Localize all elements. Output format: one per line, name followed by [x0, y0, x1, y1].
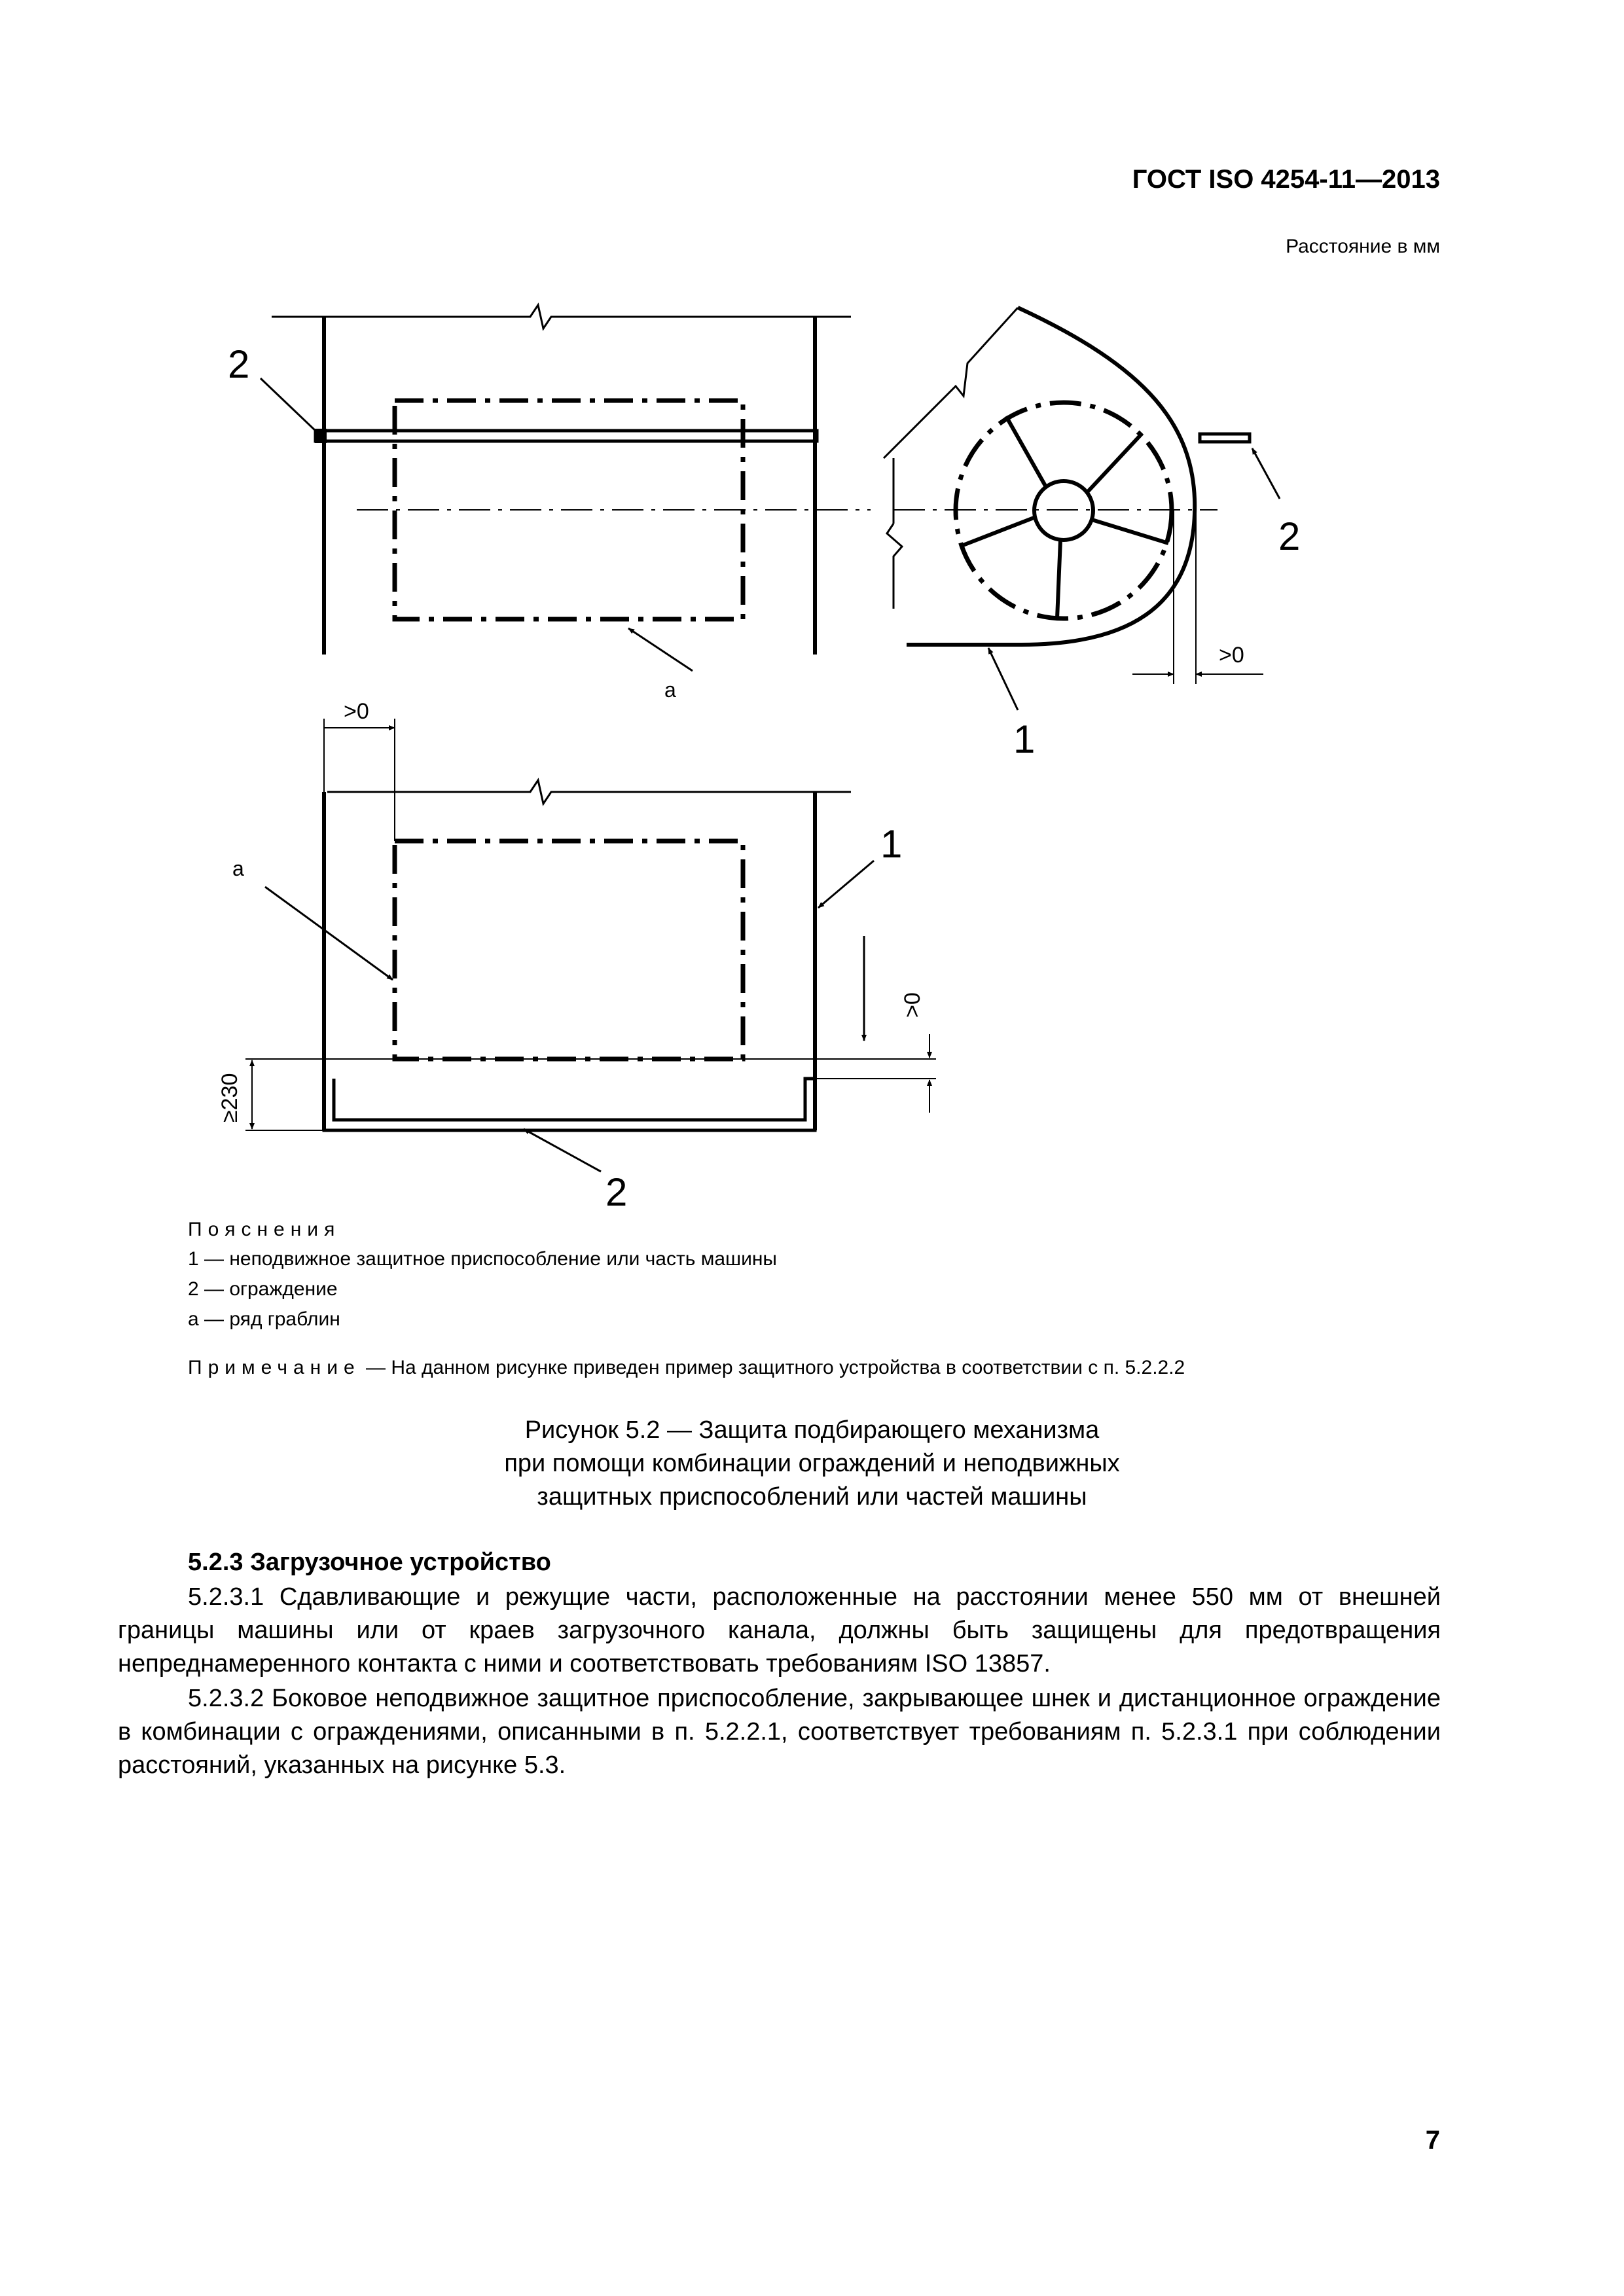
label-a-bottom: a [232, 857, 244, 880]
top-left-view [261, 305, 871, 671]
label-ge230: ≥230 [217, 1073, 242, 1122]
note-label: Примечание [188, 1357, 361, 1378]
note-text: — На данном рисунке приведен пример защитного устройства в соответствии с п. 5.2.2.2 [360, 1357, 1185, 1378]
label-1-rotor: 1 [1013, 717, 1036, 761]
label-gt0-rotor: >0 [1219, 643, 1244, 668]
units-note: Расстояние в мм [1286, 236, 1440, 257]
caption-line-2: при помощи комбинации ограждений и неподвижных [504, 1450, 1120, 1477]
paragraph-5-2-3-1-text: 5.2.3.1 Сдавливающие и режущие части, расположенные на расстоянии менее 550 мм от внешней границы машины или от краев загрузочного канала, должны быть защищены для предотвращения непреднамеренного контакта с ними и соответствовать требованиям ISO 13857. [118, 1583, 1441, 1677]
leader-a [628, 628, 693, 671]
leader-a-bottom [265, 887, 393, 980]
leader-2-bottom [524, 1129, 601, 1172]
fixed-guard-housing [907, 308, 1195, 645]
label-2-rotor: 2 [1278, 514, 1301, 558]
leader-1-bottom [818, 861, 874, 908]
label-gt0-vertical: >0 [900, 992, 925, 1018]
caption-line-3: защитных приспособлений или частей машины [537, 1483, 1087, 1511]
document-header: ГОСТ ISO 4254-11—2013 [1132, 165, 1440, 194]
break-line-top [272, 305, 851, 329]
legend-item-2: 2 — ограждение [188, 1278, 338, 1300]
legend-item-3: a — ряд граблин [188, 1308, 340, 1330]
leader-2 [261, 378, 317, 432]
leader-2-rotor [1252, 448, 1280, 499]
paragraph-5-2-3-2-text: 5.2.3.2 Боковое неподвижное защитное приспособление, закрывающее шнек и дистанционное ограждение в комбинации с ограждениями, описанными в п. 5.2.2.1, соответствует требованиям п. 5.2.3.1 при соблюдении расстояний, указанных на рисунке 5.3. [118, 1685, 1441, 1779]
figure-caption [0, 1414, 1624, 1514]
section-title: 5.2.3 Загрузочное устройство [188, 1549, 551, 1576]
label-1-bottom: 1 [880, 822, 903, 866]
break-line-bottom [327, 780, 851, 804]
guard-section [1200, 434, 1250, 442]
label-a-top: a [664, 678, 676, 702]
label-2-top: 2 [228, 342, 250, 386]
guard-u-channel [324, 1079, 815, 1130]
figure-note [188, 1357, 1185, 1379]
tine-row-dashed-bottom [395, 841, 743, 1059]
page-number: 7 [1425, 2126, 1440, 2155]
paragraph-5-2-3-1 [118, 1581, 1441, 1681]
leader-1-rotor [988, 648, 1018, 710]
figure-labels [217, 342, 1300, 1214]
break-line-vertical-zig [887, 524, 902, 609]
bottom-view [245, 719, 936, 1172]
caption-line-1: Рисунок 5.2 — Защита подбирающего механизма [524, 1416, 1100, 1444]
label-gt0-top-dim: >0 [344, 699, 369, 724]
label-2-bottom: 2 [605, 1170, 628, 1214]
paragraph-5-2-3-2 [118, 1682, 1441, 1782]
break-line-diagonal [884, 308, 1018, 458]
legend-title: Пояснения [188, 1219, 341, 1240]
legend-item-1: 1 — неподвижное защитное приспособление или часть машины [188, 1248, 777, 1270]
